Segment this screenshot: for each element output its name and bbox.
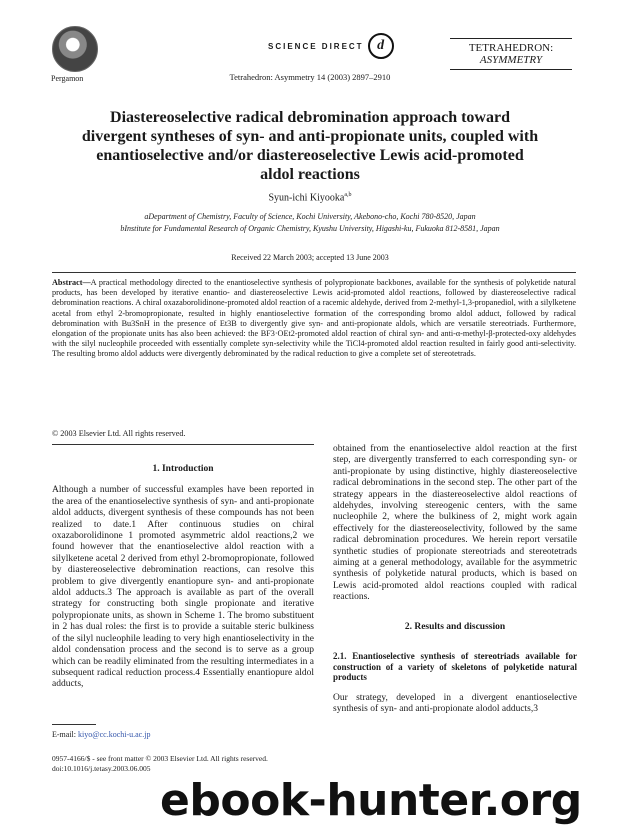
section-heading-results: 2. Results and discussion (404, 621, 506, 632)
subsection-paragraph: Our strategy, developed in a divergent enantioselective synthesis of syn- and anti-propionate alodol adducts,3 (333, 692, 577, 714)
introduction-paragraph: Although a number of successful examples have been reported in the area of the enantioselective synthesis of syn- and anti-propionate aldol adducts, divergent synthesis of these compounds has not been realized to date.1 After continuous studies on chiral oxazaborolidinone 1 promoted asymmetric aldol reactions,2 we found however that the enantioselective aldol reaction with a silylketene acetal 2 derived from ethyl 2-bromopropionate, followed by diastereoselective debromination reactions, can resolve this problem to give divergently enantiopure syn- and anti-propionate aldol adducts.3 The approach is available as part of the overall strategy for constructing both single propionate and iterative polypropionate units, as shown in Scheme 1. The bromo substituent in 2 has dual roles: the first is to provide a suitable steric bulkiness of the silyl nucleophile leading to very high enantioselectivity in the aldol condensation process and the second is to serve as a group which can be readily eliminated from the resulting intermediates in a subsequent radical reduction process.4 Essentially enantiopure aldol adducts, (52, 485, 314, 690)
issn-block (52, 754, 268, 773)
author-affiliation-marks: a,b (344, 192, 352, 198)
right-column-paragraph: obtained from the enantioselective aldol reaction at the first step, are divergently transferred to each corresponding syn- or anti-propionate by using distinctive, highly diastereoselective radical debrominations in the second step. The other part of the strategy appears in the diastereoselective aldol reactions of aldehydes, involving stereogenic centers, with the same nucleophile 2, where the bulkiness of 2, might work again effectively for the diastereoselectivity, followed by the same radical debromination procedures. We herein report versatile synthetic studies of propionate stereotriads and stereotetrads aiming at a general methodology, available for the asymmetric synthesis of polyketide natural products, which is based on Lewis acid-promoted aldol reactions coupled with radical reactions. (333, 444, 577, 603)
issn-line: 0957-4166/$ - see front matter © 2003 Elsevier Ltd. All rights reserved. (52, 754, 268, 763)
abstract-text: A practical methodology directed to the enantioselective synthesis of polypropionate backbones, available for the synthesis of polyketide natural products, has been developed by iterative enantio- and diastereoselective Lewis acid-promoted aldol reactions, followed by diastereoselective radical debromination reactions. A chiral oxazaborolidinone-promoted aldol reaction of a racemic aldehyde, derived from 2-methyl-1,3-propanediol, with a silylketene acetal from ethyl 2-bromopropionate, resulted in highly enantioselective formation of the corresponding bromo aldol adduct, followed by radical debromination with Bu3SnH in the presence of Et3B to divergently give syn- and anti-propionate aldols, which are versatile stereotriads. Furthermore, elongation of the propionate units has also been achieved: the BF3·OEt2-promoted aldol reaction of chiral syn- and anti-α-methyl-β-protected-oxy aldehydes with the silyl nucleophile proceeded with essentially complete syn-selectivity while the TiCl4-promoted aldol reaction resulted in fairly good anti-selectivity. The resulting bromo aldol adducts were divergently debrominated by the radical reduction to give a complete set of stereotetrads. (52, 278, 576, 359)
journal-citation: Tetrahedron: Asymmetry 14 (2003) 2897–2910 (229, 72, 391, 82)
journal-title-box (450, 38, 572, 70)
author-name: Syun-ichi Kiyooka (268, 192, 345, 204)
publisher-logo (52, 26, 98, 72)
author-line (0, 192, 620, 203)
science-direct-text: SCIENCE DIRECT (268, 41, 364, 51)
section-heading-introduction: 1. Introduction (152, 464, 214, 474)
science-direct-logo (268, 33, 394, 59)
left-column (52, 464, 314, 691)
affiliation-b: bInstitute for Fundamental Research of Organic Chemistry, Kyushu University, Higashi-ku, Fukuoka 812-8581, Japan (120, 224, 500, 233)
doi-line: doi:10.1016/j.tetasy.2003.06.005 (52, 763, 151, 773)
publisher-name: Pergamon (51, 74, 84, 83)
abstract-label: Abstract— (52, 278, 91, 287)
email-link[interactable]: kiyo@cc.kochi-u.ac.jp (78, 730, 151, 739)
science-direct-d-icon: d (368, 33, 394, 59)
journal-title-line2: ASYMMETRY (479, 54, 543, 66)
abstract-copyright: © 2003 Elsevier Ltd. All rights reserved. (52, 429, 186, 438)
received-dates: Received 22 March 2003; accepted 13 June 2003 (231, 253, 389, 262)
footnote-rule (52, 724, 96, 725)
article-title: Diastereoselective radical debromination approach toward divergent syntheses of syn- and anti-propionate units, coupled with enantioselective and/or diastereoselective Lewis acid-promoted aldol reactions (81, 109, 539, 183)
email-label: E-mail: (52, 730, 78, 739)
subsection-heading: 2.1. Enantioselective synthesis of stereotriads available for construction of a variety of skeletons of polyketide natural products (333, 651, 577, 683)
right-column (333, 444, 577, 715)
email-footnote (52, 730, 150, 739)
affiliation-a: aDepartment of Chemistry, Faculty of Science, Kochi University, Akebono-cho, Kochi 780-8520, Japan (144, 212, 476, 221)
watermark: ebook-hunter.org (160, 775, 582, 826)
abstract (52, 278, 576, 360)
journal-title-line1: TETRAHEDRON: (468, 42, 554, 54)
abstract-top-rule (52, 272, 576, 273)
abstract-bottom-rule (52, 444, 314, 445)
